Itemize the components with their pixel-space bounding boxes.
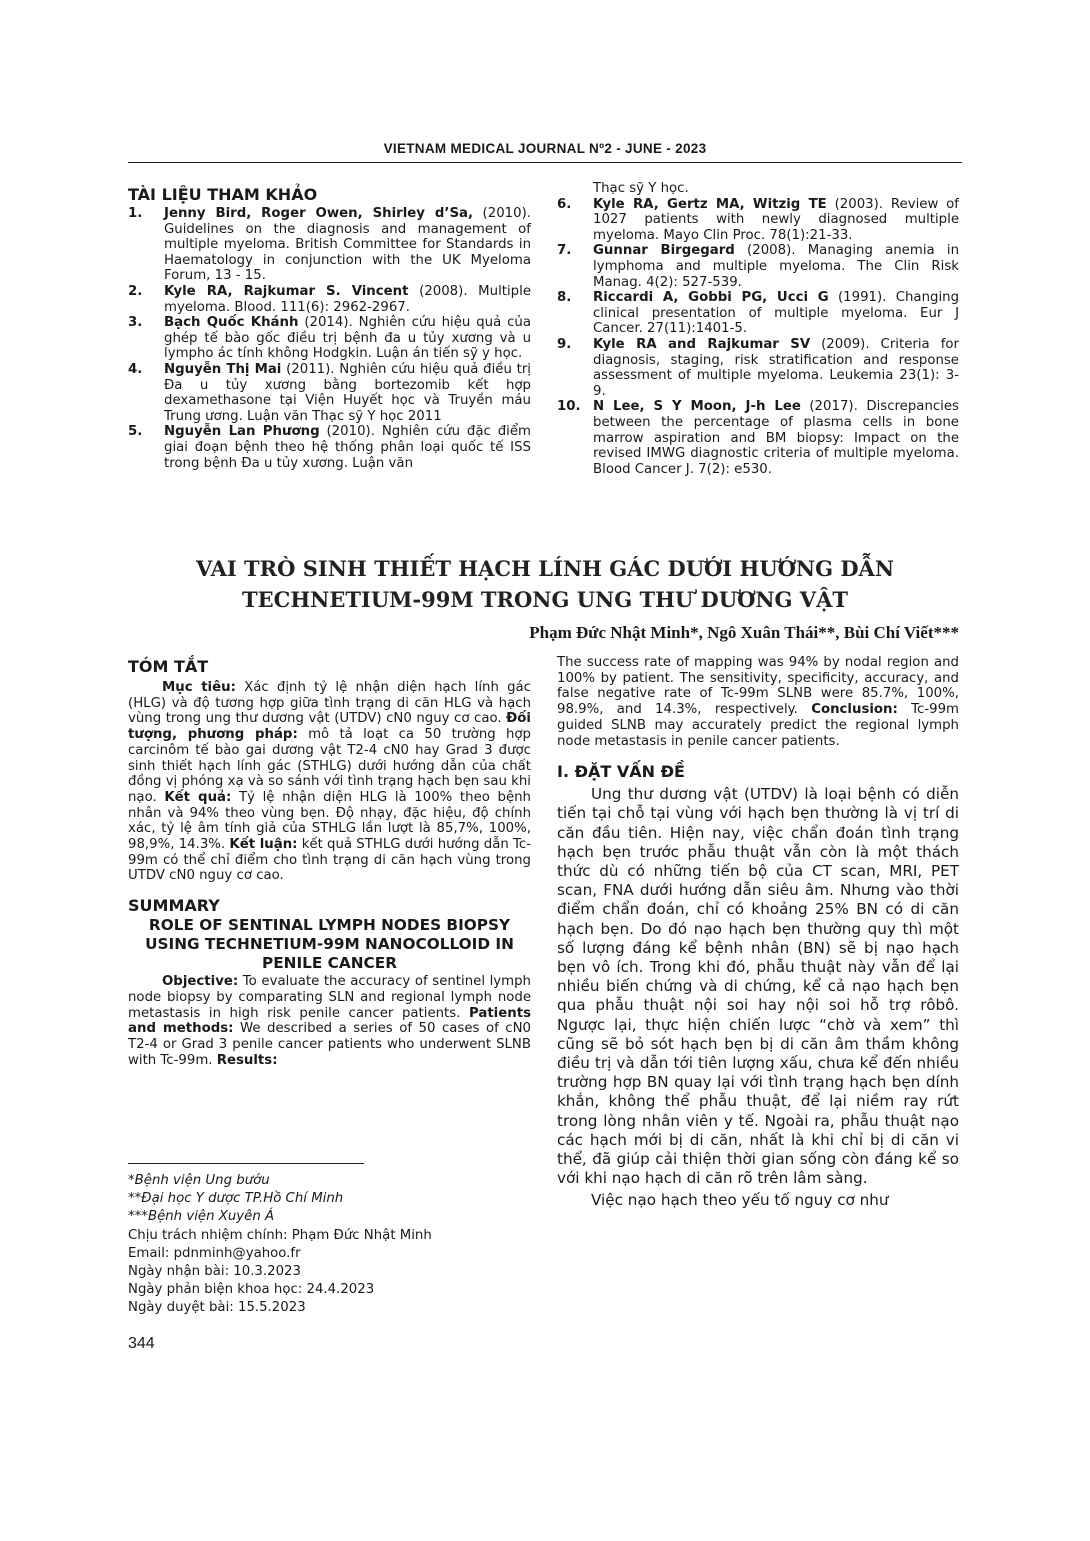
reference-number: 5. [128, 424, 143, 440]
intro-paragraph-2: Việc nạo hạch theo yếu tố nguy cơ như [591, 1191, 889, 1210]
reference-text: N Lee, S Y Moon, J-h Lee (2017). Discrepancies between the percentage of plasma cells in bone marrow aspiration and BM biopsy: Impact on the revised IMWG diagnostic criteria of multiple myeloma. Blood Cancer J. 7(2): e530. [593, 399, 959, 477]
tomtat-heading: TÓM TẮT [128, 657, 209, 676]
reference-number: 9. [557, 336, 572, 352]
abstract-column [128, 657, 531, 1068]
page-number: 344 [128, 1335, 155, 1352]
reference-text: Nguyễn Thị Mai (2011). Nghiên cứu hiệu quả điều trị Đa u tủy xương bằng bortezomib kết hợp dexamethasone tại Viện Huyết học và Truyền máu Trung ương. Luận văn Thạc sỹ Y học 2011 [164, 361, 531, 424]
article-authors: Phạm Đức Nhật Minh*, Ngô Xuân Thái**, Bùi Chí Viết*** [529, 623, 959, 642]
reference-text: Kyle RA, Rajkumar S. Vincent (2008). Multiple myeloma. Blood. 111(6): 2962-2967. [164, 283, 531, 315]
footnote-affiliation-1: *Bệnh viện Ung bướu [128, 1173, 270, 1188]
journal-header: VIETNAM MEDICAL JOURNAL Nº2 - JUNE - 2023 [383, 141, 707, 156]
reference-number: 10. [557, 399, 581, 415]
footnote-rule [128, 1163, 364, 1164]
reference-item [128, 206, 531, 284]
intro-paragraph-1: Ung thư dương vật (UTDV) là loại bệnh có diễn tiến tại chỗ tại vùng với hạch bẹn thường là vị trí di căn đầu tiên. Hiện nay, việc chẩn đoán tình trạng hạch bẹn trước phẫu thuật vẫn còn là một thách thức dù có những tiến bộ của CT scan, MRI, PET scan, FNA dưới hướng dẫn siêu âm. Nhưng vào thời điểm chẩn đoán, chỉ có khoảng 25% BN có di căn hạch bẹn. Do đó nạo hạch bẹn thường quy thì một số lượng đáng kể bệnh nhân (BN) sẽ bị nạo hạch bẹn vô ích. Trong khi đó, phẫu thuật này vẫn để lại nhiều biến chứng và di chứng, kể cả nạo hạch bẹn qua phẫu thuật nội soi hay nội soi hỗ trợ rôbô. Ngược lại, thực hiện chiến lược “chờ và xem” thì cũng sẽ bỏ sót hạch bẹn bị di căn âm thầm không điều trị và dẫn tới tiên lượng xấu, chưa kể đến nhiều trường hợp BN quay lại với tình trạng hạch bẹn dính khắn, không thể phẫu thuật, để lại niềm ray rứt trong lòng nhân viên y tế. Ngoài ra, phẫu thuật nạo các hạch mới bị di căn, nhất là khi chỉ bị di căn vi thể, đã giúp cải thiện thời gian sống còn đáng kể so với khi nạo hạch di căn rõ trên lâm sàng. [557, 785, 959, 1188]
footnote-affiliation-3: ***Bệnh viện Xuyên Á [128, 1209, 275, 1225]
reference-text: Kyle RA, Gertz MA, Witzig TE (2003). Review of 1027 patients with newly diagnosed multiple myeloma. Mayo Clin Proc. 78(1):21-33. [593, 196, 959, 243]
summary-heading: SUMMARY [128, 896, 220, 916]
reference-item [128, 424, 531, 471]
reference-item [557, 399, 959, 477]
intro-heading: I. ĐẶT VẤN ĐỀ [557, 762, 685, 782]
reference-item [128, 362, 531, 424]
reference-number: 3. [128, 315, 143, 331]
references-right [557, 181, 959, 477]
reference-number: 8. [557, 290, 572, 306]
reference-item [128, 315, 531, 362]
reference-text: Gunnar Birgegard (2008). Managing anemia in lymphoma and multiple myeloma. The Clin Risk Manag. 4(2): 527-539. [593, 243, 959, 290]
reference-number: 6. [557, 196, 572, 212]
reference-item [557, 243, 959, 290]
reference-continuation: Thạc sỹ Y học. [593, 181, 689, 196]
footnote-review-date: Ngày phản biện khoa học: 24.4.2023 [128, 1282, 375, 1298]
footnotes [128, 1172, 528, 1318]
summary-continuation: The success rate of mapping was 94% by nodal region and 100% by patient. The sensitivity, specificity, accuracy, and false negative rate of Tc-99m SLNB were 85.7%, 100%, 98.9%, and 14.3%, respectively. Conclusion: Tc-99m guided SLNB may accurately predict the regional lymph node metastasis in penile cancer patients. [557, 655, 959, 749]
body-column [557, 655, 959, 1211]
footnote-affiliation-2: **Đại học Y dược TP.Hồ Chí Minh [128, 1191, 344, 1207]
reference-text: Riccardi A, Gobbi PG, Ucci G (1991). Changing clinical presentation of multiple myeloma. Eur J Cancer. 27(11):1401-5. [593, 290, 960, 337]
footnote-corresponding-author: Chịu trách nhiệm chính: Phạm Đức Nhật Minh [128, 1227, 432, 1243]
summary-paragraph: Objective: To evaluate the accuracy of sentinel lymph node biopsy by comparating SLN and regional lymph node metastasis in high risk penile cancer patients. Patients and methods: We described a series of 50 cases of cN0 T2-4 or Grad 3 penile cancer patients who underwent SLNB with Tc-99m. Results: [128, 974, 532, 1068]
article-title [128, 553, 962, 615]
reference-item [557, 290, 959, 337]
reference-text: Jenny Bird, Roger Owen, Shirley d’Sa, (2010). Guidelines on the diagnosis and management of multiple myeloma. British Committee for Standards in Haematology in conjunction with the UK Myeloma Forum, 13 - 15. [164, 206, 532, 284]
reference-number: 7. [557, 243, 572, 259]
reference-item [128, 284, 531, 315]
tomtat-paragraph: Mục tiêu: Xác định tỷ lệ nhận diện hạch lính gác (HLG) và độ tương hợp giữa tình trạng di căn HLG và hạch vùng trong ung thư dương vật (UTDV) cN0 nguy cơ cao. Đối tượng, phương pháp: mô tả loạt ca 50 trường hợp carcinôm tế bào gai dương vật T2-4 cN0 hay Grad 3 được sinh thiết hạch lính gác (STHLG) dưới hướng dẫn của chất đồng vị phóng xạ và so sánh với tình trạng hạch bẹn sau khi nạo. Kết quả: Tỷ lệ nhận diện HLG là 100% theo bệnh nhân và 94% theo vùng bẹn. Độ nhạy, đặc hiệu, độ chính xác, tỷ lệ âm tính giả của STHLG lần lượt là 85,7%, 100%, 98,9%, 14.3%. Kết luận: kết quả STHLG dưới hướng dẫn Tc-99m có thể chỉ điểm cho tình trạng di căn hạch vùng trong UTDV cN0 nguy cơ cao. [128, 680, 531, 884]
references-left [128, 185, 531, 471]
reference-text: Nguyễn Lan Phương (2010). Nghiên cứu đặc điểm giai đoạn bệnh theo hệ thống phân loại quốc tế ISS trong bệnh Đa u tủy xương. Luận văn [164, 424, 532, 471]
article-title-line-1: VAI TRÒ SINH THIẾT HẠCH LÍNH GÁC DƯỚI HƯỚNG DẪN [195, 556, 895, 581]
footnote-received-date: Ngày nhận bài: 10.3.2023 [128, 1264, 301, 1280]
footnote-accepted-date: Ngày duyệt bài: 15.5.2023 [128, 1300, 306, 1316]
article-title-line-2: TECHNETIUM-99M TRONG UNG THƯ DƯƠNG VẬT [241, 587, 849, 612]
footnote-email: Email: pdnminh@yahoo.fr [128, 1245, 301, 1261]
reference-text: Kyle RA and Rajkumar SV (2009). Criteria for diagnosis, staging, risk stratification and response assessment of multiple myeloma. Leukemia 23(1): 3-9. [593, 336, 959, 399]
reference-number: 4. [128, 361, 143, 377]
reference-number: 2. [128, 283, 143, 299]
reference-text: Bạch Quốc Khánh (2014). Nghiên cứu hiệu quả của ghép tế bào gốc điều trị bệnh đa u tủy xương và u lympho ác tính không Hodgkin. Luận án tiến sỹ y học. [164, 315, 531, 362]
reference-item [557, 197, 959, 244]
summary-title: ROLE OF SENTINAL LYMPH NODES BIOPSY USING TECHNETIUM-99M NANOCOLLOID IN PENILE CANCER [145, 916, 514, 973]
reference-number: 1. [128, 206, 143, 221]
references-heading: TÀI LIỆU THAM KHẢO [128, 185, 318, 204]
reference-item [557, 337, 959, 399]
header-rule [128, 162, 962, 163]
